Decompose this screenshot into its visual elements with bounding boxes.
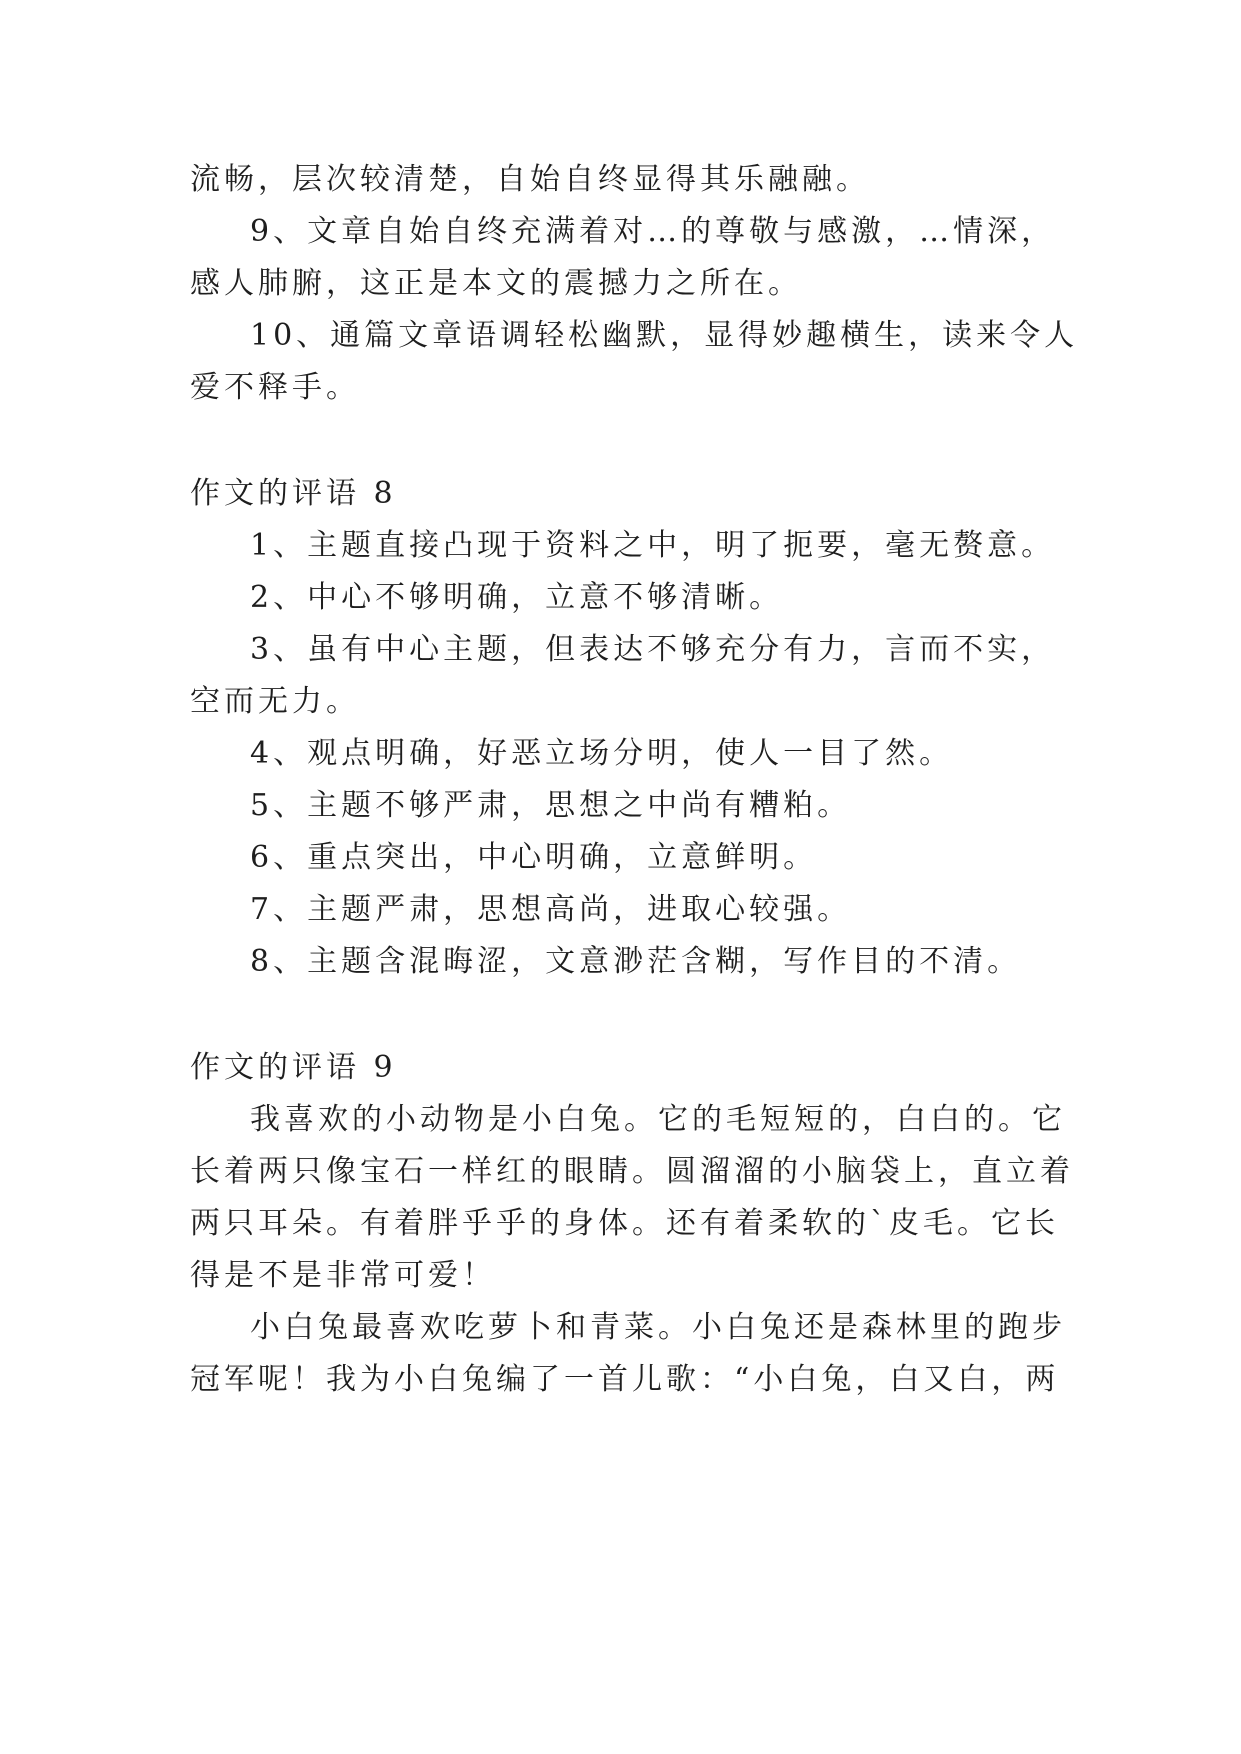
text-line: 两只耳朵。有着胖乎乎的身体。还有着柔软的`皮毛。它长	[190, 1206, 1059, 1241]
text-line: 爱不释手。	[190, 370, 360, 405]
text-line: 10、通篇文章语调轻松幽默，显得妙趣横生，读来令人	[250, 318, 1079, 353]
text-line: 感人肺腑，这正是本文的震撼力之所在。	[190, 266, 802, 301]
list-item: 5、主题不够严肃，思想之中尚有糟粕。	[250, 788, 852, 823]
text-line: 9、文章自始自终充满着对…的尊敬与感激，…情深，	[250, 214, 1056, 249]
text-line: 小白兔最喜欢吃萝卜和青菜。小白兔还是森林里的跑步	[250, 1310, 1066, 1345]
list-item: 4、观点明确，好恶立场分明，使人一目了然。	[250, 736, 954, 771]
list-item: 1、主题直接凸现于资料之中，明了扼要，毫无赘意。	[250, 528, 1056, 563]
list-item: 6、重点突出，中心明确，立意鲜明。	[250, 840, 818, 875]
text-line: 冠军呢！我为小白兔编了一首儿歌：“小白兔，白又白，两	[190, 1362, 1060, 1397]
text-line: 长着两只像宝石一样红的眼睛。圆溜溜的小脑袋上，直立着	[190, 1154, 1074, 1189]
section-heading: 作文的评语 9	[190, 1050, 397, 1085]
text-line: 我喜欢的小动物是小白兔。它的毛短短的，白白的。它	[250, 1102, 1066, 1137]
list-item: 8、主题含混晦涩，文意渺茫含糊，写作目的不清。	[250, 944, 1022, 979]
text-line: 得是不是非常可爱！	[190, 1258, 496, 1293]
text-line: 空而无力。	[190, 684, 360, 719]
list-item: 7、主题严肃，思想高尚，进取心较强。	[250, 892, 852, 927]
section-heading: 作文的评语 8	[190, 476, 397, 511]
text-line: 流畅，层次较清楚，自始自终显得其乐融融。	[190, 162, 870, 197]
list-item: 3、虽有中心主题，但表达不够充分有力，言而不实，	[250, 632, 1056, 667]
list-item: 2、中心不够明确，立意不够清晰。	[250, 580, 784, 615]
